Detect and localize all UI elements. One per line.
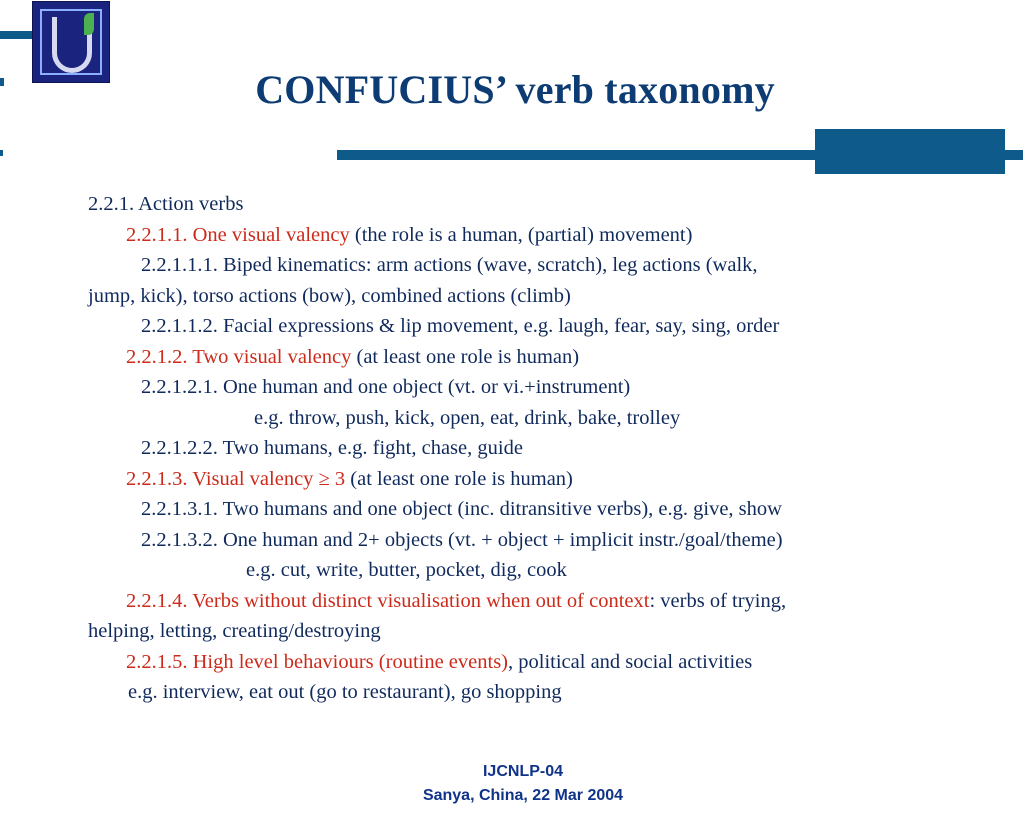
slide-body xyxy=(88,189,988,708)
list-item-continuation xyxy=(88,616,988,647)
list-item xyxy=(88,433,988,464)
logo-leaf-icon xyxy=(84,13,94,35)
item-text: 2.2.1.2.1. One human and one object (vt. or vi.+instrument) xyxy=(141,376,631,398)
list-item-example xyxy=(88,677,988,708)
list-item xyxy=(88,250,988,281)
item-text: : verbs of trying, xyxy=(649,589,787,612)
item-text: (at least one role is human) xyxy=(351,345,580,368)
decor-tick-left-low xyxy=(0,150,3,156)
item-heading: 2.2.1.1. One visual valency xyxy=(126,223,350,246)
list-item xyxy=(88,220,988,251)
list-item-example xyxy=(88,403,988,434)
list-item-continuation xyxy=(88,281,988,312)
item-text: helping, letting, creating/destroying xyxy=(88,620,381,642)
item-text: 2.2.1.1.1. Biped kinematics: arm actions (wave, scratch), leg actions (walk, xyxy=(141,254,758,276)
list-item xyxy=(88,647,988,678)
item-text: (the role is a human, (partial) movement) xyxy=(349,223,693,246)
list-item xyxy=(88,494,988,525)
item-heading: 2.2.1.2. Two visual valency xyxy=(126,345,352,368)
list-item-example xyxy=(88,555,988,586)
item-heading: 2.2.1.3. Visual valency ≥ 3 xyxy=(126,467,346,490)
item-text: e.g. cut, write, butter, pocket, dig, cook xyxy=(246,559,567,581)
list-item xyxy=(88,311,988,342)
item-text: e.g. throw, push, kick, open, eat, drink, bake, trolley xyxy=(254,406,681,429)
item-text: 2.2.1.3.1. Two humans and one object (inc. ditransitive verbs), e.g. give, show xyxy=(141,498,782,520)
item-text: e.g. interview, eat out (go to restaurant), go shopping xyxy=(128,681,562,703)
list-item xyxy=(88,372,988,403)
item-text: (at least one role is human) xyxy=(345,467,573,490)
list-item xyxy=(88,189,988,220)
item-text: 2.2.1.2.2. Two humans, e.g. fight, chase, guide xyxy=(141,437,523,459)
list-item xyxy=(88,342,988,373)
list-item xyxy=(88,525,988,556)
list-item xyxy=(88,586,988,617)
footer-conference: IJCNLP-04 xyxy=(482,763,564,780)
item-heading: 2.2.1.5. High level behaviours (routine events) xyxy=(126,650,509,673)
footer-location-date: Sanya, China, 22 Mar 2004 xyxy=(422,787,624,804)
item-heading: 2.2.1.4. Verbs without distinct visualisation when out of context xyxy=(126,589,650,612)
item-text: 2.2.1.3.2. One human and 2+ objects (vt. + object + implicit instr./goal/theme) xyxy=(141,528,783,551)
item-text: , political and social activities xyxy=(508,650,753,673)
item-text: 2.2.1.1.2. Facial expressions & lip movement, e.g. laugh, fear, say, sing, order xyxy=(141,315,780,337)
list-item xyxy=(88,464,988,495)
slide-title: CONFUCIUS’ verb taxonomy xyxy=(255,67,775,112)
item-text: jump, kick), torso actions (bow), combined actions (climb) xyxy=(88,284,571,307)
decor-bar-left xyxy=(0,31,36,39)
item-text: 2.2.1. Action verbs xyxy=(88,193,244,215)
title-underline-block xyxy=(815,129,1005,174)
slide-footer xyxy=(0,760,1023,808)
